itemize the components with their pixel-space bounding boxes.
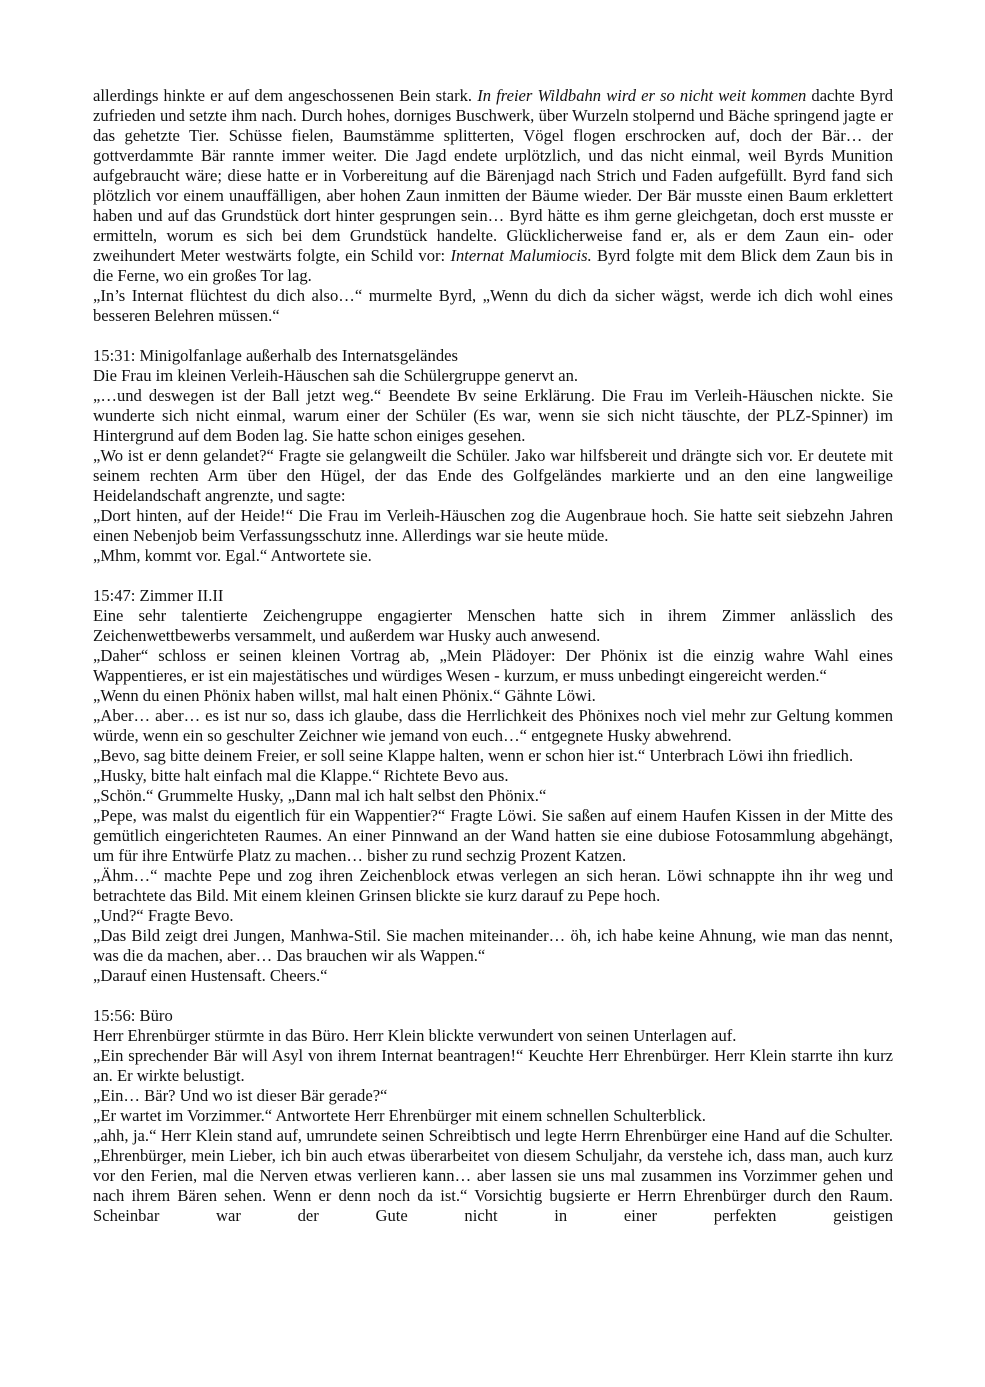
paragraph: Eine sehr talentierte Zeichengruppe engagierter Menschen hatte sich in ihrem Zimmer anlässlich des Zeichenwettbewerbs versammelt, und außerdem war Husky auch anwesend. <box>93 606 893 645</box>
paragraph: „Aber… aber… es ist nur so, dass ich glaube, dass die Herrlichkeit des Phönixes noch viel mehr zur Geltung kommen würde, wenn ein so geschulter Zeichner wie jemand von euch…“ entgegnete Husky abwehrend. <box>93 706 893 745</box>
section-heading: 15:47: Zimmer II.II <box>93 586 224 605</box>
paragraph: Herr Ehrenbürger stürmte in das Büro. Herr Klein blickte verwundert von seinen Unterlagen auf. <box>93 1026 737 1045</box>
paragraph: „Er wartet im Vorzimmer.“ Antwortete Herr Ehrenbürger mit einem schnellen Schulterblick. <box>93 1106 706 1125</box>
paragraph: „Schön.“ Grummelte Husky, „Dann mal ich halt selbst den Phönix.“ <box>93 786 547 805</box>
italic-sign-text: Internat Malumiocis. <box>450 246 592 265</box>
paragraph: „Dort hinten, auf der Heide!“ Die Frau im Verleih-Häuschen zog die Augenbraue hoch. Sie hatte seit siebzehn Jahren einen Nebenjob beim Verfassungsschutz inne. Allerdings war sie heute müde. <box>93 506 893 545</box>
paragraph: „Darauf einen Hustensaft. Cheers.“ <box>93 966 328 985</box>
paragraph: „Ein sprechender Bär will Asyl von ihrem Internat beantragen!“ Keuchte Herr Ehrenbürger. Herr Klein starrte ihn kurz an. Er wirkte belustigt. <box>93 1046 893 1085</box>
document-page <box>93 86 893 1226</box>
paragraph: „Mhm, kommt vor. Egal.“ Antwortete sie. <box>93 546 372 565</box>
paragraph-bear-chase <box>93 86 893 286</box>
paragraph: „…und deswegen ist der Ball jetzt weg.“ Beendete Bv seine Erklärung. Die Frau im Verleih-Häuschen nickte. Sie wunderte sich nicht einmal, warum einer der Schüler (Es war, wenn sie sich nicht täuschte, der PLZ-Spinner) im Hintergrund auf dem Boden lag. Sie hatte schon einiges gesehen. <box>93 386 893 445</box>
paragraph: „In’s Internat flüchtest du dich also…“ murmelte Byrd, „Wenn du dich da sicher wägst, werde ich dich wohl eines besseren Belehren müssen.“ <box>93 286 893 325</box>
paragraph: „Wo ist er denn gelandet?“ Fragte sie gelangweilt die Schüler. Jako war hilfsbereit und drängte sich vor. Er deutete mit seinem rechten Arm über den Hügel, der das Ende des Golfgeländes markierte und an den eine langweilige Heidelandschaft angrenzte, und sagte: <box>93 446 893 505</box>
section-heading: 15:31: Minigolfanlage außerhalb des Internatsgeländes <box>93 346 458 365</box>
paragraph: „Pepe, was malst du eigentlich für ein Wappentier?“ Fragte Löwi. Sie saßen auf einem Haufen Kissen in der Mitte des gemütlich eingerichteten Raumes. An einer Pinnwand an der Wand hatten sie eine dubiose Fotosammlung abgehängt, um für ihre Entwürfe Platz zu machen… bisher zu rund sechzig Prozent Katzen. <box>93 806 893 865</box>
paragraph: „Ähm…“ machte Pepe und zog ihren Zeichenblock etwas verlegen an sich heran. Löwi schnappte ihn ihr weg und betrachtete das Bild. Mit einem kleinen Grinsen blickte sie kurz darauf zu Pepe hoch. <box>93 866 893 905</box>
section-gap <box>93 986 893 1006</box>
text-run: Byrd folgte mit dem Blick dem Zaun bis in die Ferne, wo ein großes Tor lag. <box>93 246 894 285</box>
paragraph: Die Frau im kleinen Verleih-Häuschen sah die Schülergruppe genervt an. <box>93 366 579 385</box>
paragraph: „Wenn du einen Phönix haben willst, mal halt einen Phönix.“ Gähnte Löwi. <box>93 686 596 705</box>
text-run: allerdings hinkte er auf dem angeschossenen Bein stark. <box>93 86 478 105</box>
italic-thought: In freier Wildbahn wird er so nicht weit kommen <box>477 86 807 105</box>
paragraph: „ahh, ja.“ Herr Klein stand auf, umrundete seinen Schreibtisch und legte Herrn Ehrenbürger eine Hand auf die Schulter. „Ehrenbürger, mein Lieber, ich bin auch etwas überarbeitet von diesem Schuljahr, da verstehe ich, dass man, auch kurz vor den Ferien, mal die Nerven etwas verlieren kann… aber lassen sie uns mal zusammen ins Vorzimmer gehen und nach ihrem Bären sehen. Wenn er denn noch da ist.“ Vorsichtig bugsierte er Herrn Ehrenbürger durch den Raum. Scheinbar war der Gute nicht in einer perfekten geistigen <box>93 1126 893 1225</box>
paragraph: „Und?“ Fragte Bevo. <box>93 906 234 925</box>
paragraph: „Ein… Bär? Und wo ist dieser Bär gerade?“ <box>93 1086 388 1105</box>
paragraph: „Das Bild zeigt drei Jungen, Manhwa-Stil. Sie machen miteinander… öh, ich habe keine Ahnung, wie man das nennt, was die da machen, aber… Das brauchen wir als Wappen.“ <box>93 926 893 965</box>
section-gap <box>93 566 893 586</box>
section-heading: 15:56: Büro <box>93 1006 173 1025</box>
paragraph: „Husky, bitte halt einfach mal die Klappe.“ Richtete Bevo aus. <box>93 766 509 785</box>
paragraph: „Bevo, sag bitte deinem Freier, er soll seine Klappe halten, wenn er schon hier ist.“ Unterbrach Löwi ihn friedlich. <box>93 746 854 765</box>
paragraph: „Daher“ schloss er seinen kleinen Vortrag ab, „Mein Plädoyer: Der Phönix ist die einzig wahre Wahl eines Wappentieres, er ist ein majestätisches und würdiges Wesen - kurzum, er muss unbedingt eingereicht werden.“ <box>93 646 893 685</box>
text-run: dachte Byrd zufrieden und setzte ihm nach. Durch hohes, dorniges Buschwerk, über Wurzeln stolpernd und Bäche springend jagte er das gehetzte Tier. Schüsse fielen, Baumstämme splitterten, Vögel flogen erschrocken auf, doch der Bär… der gottverdammte Bär rannte immer weiter. Die Jagd endete urplötzlich, und das nicht einmal, weil Byrds Munition aufgebraucht wäre; diese hatte er in Vorbereitung auf die Bärenjagd nach Strich und Faden aufgefüllt. Byrd fand sich plötzlich vor einem unauffälligen, aber hohen Zaun inmitten der Bäume wieder. Der Bär musste einen Baum erklettert haben und auf das Grundstück dort hinter gesprungen sein… Byrd hätte es ihm gerne gleichgetan, doch erst musste er ermitteln, worum es sich bei dem Grundstück handelte. Glücklicherweise fand er, als er dem Zaun ein- oder zweihundert Meter westwärts folgte, ein Schild vor: <box>93 86 893 265</box>
section-gap <box>93 326 893 346</box>
